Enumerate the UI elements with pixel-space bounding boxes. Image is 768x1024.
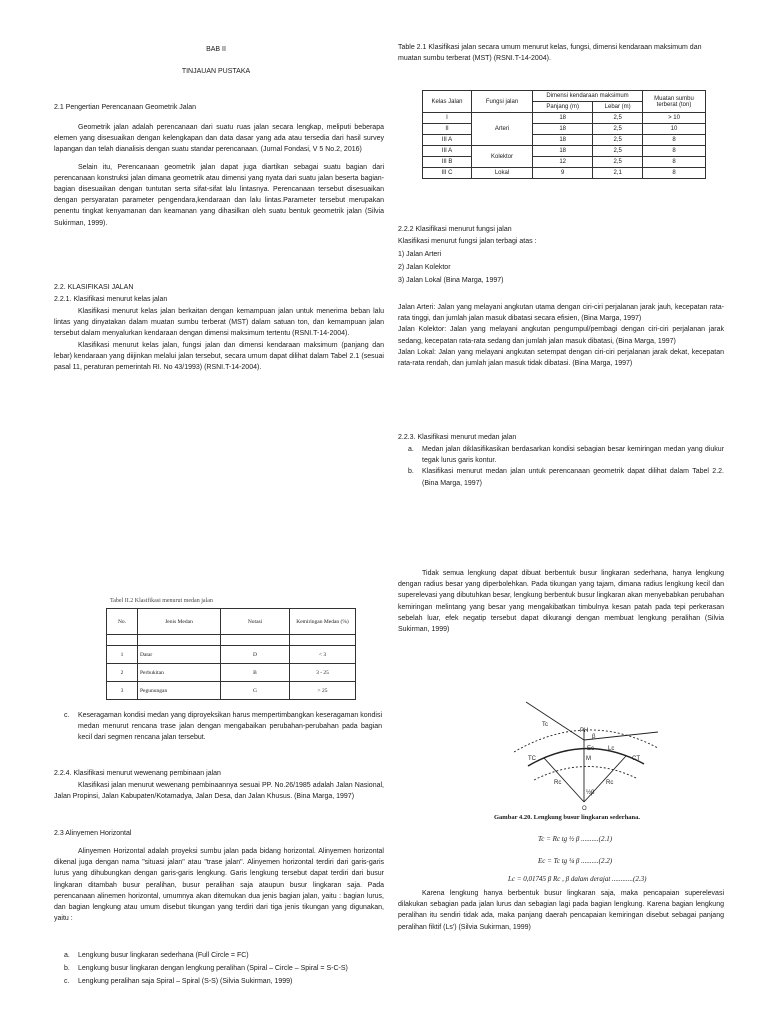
terrain-table [106,608,356,700]
table-cell: 2,5 [593,135,643,146]
circular-curve-figure [508,692,678,812]
chapter-title: TINJAUAN PUSTAKA [181,68,251,75]
table-cell: 8 [643,157,706,168]
table-row [423,168,706,179]
table-header: Muatan sumbu terberat (ton) [643,91,706,113]
list-item-text: Lengkung peralihan saja Spiral – Spiral (S-S) (Silvia Sukirman, 1999) [78,978,293,986]
page-bottom-left [46,592,386,1012]
table-header: Jenis Medan [138,609,221,635]
list-intro: Klasifikasi menurut fungsi jalan terbagi atas : [398,238,537,245]
list-item-text: Klasifikasi menurut medan jalan untuk perencanaan geometrik dapat dilihat dalam Tabel 2.2. (Bina Marga, 1997) [422,468,724,487]
list-item [64,963,382,974]
paragraph: Alinyemen Horizontal adalah proyeksi sumbu jalan pada bidang horizontal. Alinyemen horizontal dikenal juga dengan nama "situasi jalan" atau "trase jalan". Alinyemen horizontal terdiri dari garis-garis lurus yang dihubungkan dengan garis-garis lengkung. Garis lengkung tersebut dapat terdiri dari busur lingkaran ditambah busur peralihan, busur peralihan saja ataupun busur lingkaran saja. Pada perencanaan alinemen horizontal, umumnya akan ditemukan dua jenis bagian jalan, yaitu : bagian lurus, dan bagian lengkung atau umum disebut tikungan yang terdiri dari tiga jenis tikungan yang digunakan, yaitu : [54,848,384,923]
table-header: Dimensi kendaraan maksimum [533,91,643,102]
text-block [54,306,384,373]
list-item [408,466,724,488]
radius-line-left [544,758,584,802]
table-cell: III A [423,146,472,157]
label-rc-left: Rc [554,780,562,786]
table-cell: < 3 [290,646,356,664]
table-cell: III A [423,135,472,146]
table-cell: II [423,124,472,135]
equation-2-3: Lc = 0,01745 β Rc , β dalam derajat ............(2.3) [508,875,647,883]
table-cell: Lokal [472,168,533,179]
section-heading-2-2-4: 2.2.4. Klasifikasi menurut wewenang pembinaan jalan [54,770,221,777]
inner-edge-arc [534,766,636,780]
label-rc-right: Rc [606,780,614,786]
list-item-text: Keseragaman kondisi medan yang diproyeksikan harus mempertimbangkan keseragaman kondisi medan menurut rencana trase jalan dengan mengabaikan perubahan-perubahan pada bagian kecil dari segmen rencana jalan tersebut. [78,712,382,742]
table-row [423,157,706,168]
chapter-label: BAB II [206,46,226,53]
paragraph: Klasifikasi menurut kelas jalan berkaitan dengan kemampuan jalan untuk menerima beban lalu lintas yang dinyatakan dalam muatan sumbu terberat (MST) dalam satuan ton, dan kemampuan jalan tersebut dalam menyalurkan kendaraan dengan dimensi maksimum tertentu (RSNI.T-14-2004). [54,308,384,338]
table-row [423,135,706,146]
paragraph: Jalan Kolektor: Jalan yang melayani angkutan pengumpul/pembagi dengan ciri-ciri perjalanan jarak sedang, kecepatan rata-rata sedang dan jumlah jalan masuk dibatasi, (Bina Marga, 1997) [398,326,724,345]
paragraph: Geometrik jalan adalah perencanaan dari suatu ruas jalan secara lengkap, meliputi beberapa elemen yang disesuaikan dengan kelengkapan dan data dasar yang ada atau tersedia dari hasil survey lapangan dan telah dianalisis dengan suatu standar perencanaan. (Jurnal Fondasi, V 5 No.2, 2016) [54,124,384,154]
table-cell: 2,5 [593,124,643,135]
table-row [107,682,356,700]
table-cell: Pegunungan [138,682,221,700]
list-item [64,950,382,961]
table-row [423,146,706,157]
list-item-text: Lengkung busur lingkaran dengan lengkung peralihan (Spiral – Circle – Spiral = S-C-S) [78,965,348,973]
table-cell: 3 - 25 [290,664,356,682]
table-cell: 18 [533,124,593,135]
table-cell: 2,5 [593,113,643,124]
section-heading-2-2-3: 2.2.3. Klasifikasi menurut medan jalan [398,434,517,441]
list-marker: c. [64,978,70,986]
paragraph: Klasifikasi jalan menurut wewenang pembinaannya sesuai PP. No.26/1985 adalah Jalan Nasional, Jalan Propinsi, Jalan Kabupaten/Kotamadya, Jalan Desa, dan Jalan Khusus. (Bina Marga, 1997) [54,782,384,801]
table-cell: 3 [107,682,138,700]
label-lc: Lc [608,746,615,752]
table-header: Notasi [221,609,290,635]
table-cell: 8 [643,146,706,157]
label-o: O [582,806,587,812]
paragraph: Jalan Arteri: Jalan yang melayani angkutan utama dengan ciri-ciri perjalanan jarak jauh, kecepatan rata-rata tinggi, dan jumlah jalan masuk dibatasi secara efisien, (Bina Marga, 1997) [398,304,724,323]
table-cell: Perbukitan [138,664,221,682]
table-cell: Kolektor [472,146,533,168]
table-header: Kelas Jalan [423,91,472,113]
table-cell: III C [423,168,472,179]
paragraph: Karena lengkung hanya berbentuk busur lingkaran saja, maka pencapaian superelevasi dilakukan sebagian pada jalan lurus dan sebagian lagi pada bagian lengkung. Karena bagian lengkung peralihan itu sendiri tidak ada, maka panjang daerah pencapaian kemiringan disebut sebagai panjang peralihan fiktif (Ls') (Silvia Sukirman, 1999) [398,890,724,931]
table-header: No. [107,609,138,635]
list-item [64,710,382,744]
list-item-text: Lengkung busur lingkaran sederhana (Full Circle = FC) [78,952,249,959]
table-header: Lebar (m) [593,102,643,113]
table-caption: Table 2.1 Klasifikasi jalan secara umum menurut kelas, fungsi, dimensi kendaraan maksimum dan muatan sumbu terberat (MST) (RSNI.T-14-2004). [398,44,702,63]
list-marker: a. [64,952,70,959]
table-cell: 18 [533,135,593,146]
table-cell: Arteri [472,113,533,146]
section-heading-2-2-1: 2.2.1. Klasifikasi menurut kelas jalan [54,296,168,303]
table-cell: G [221,682,290,700]
road-class-table [422,90,706,179]
figure-caption: Gambar 4.20. Lengkung busur lingkaran sederhana. [494,814,641,821]
equation-2-2: Ec = Tc tg ¼ β ..........(2.2) [538,857,613,865]
text-block [54,122,384,234]
equation-2-1: Tc = Rc tg ½ β ..........(2.1) [538,835,613,843]
table-cell: 8 [643,168,706,179]
list-marker: c. [64,712,70,719]
section-heading-2-2: 2.2. KLASIFIKASI JALAN [54,284,134,291]
paragraph: Jalan Lokal: Jalan yang melayani angkutan setempat dengan ciri-ciri perjalanan jarak dekat, kecepatan rata-rata rendah, dan jumlah jalan masuk tidak dibatasi. (Bina Marga, 1997) [398,348,724,368]
list-item: 1) Jalan Arteri [398,251,442,258]
list-item: 2) Jalan Kolektor [398,264,451,271]
table-cell: 2,5 [593,157,643,168]
table-row [107,664,356,682]
paragraph: Klasifikasi menurut kelas jalan, fungsi jalan dan dimensi kendaraan maksimum (panjang dan lebar) kendaraan yang diijinkan melalui jalan tersebut, secara umum dapat dilihat dalam Tabel 2.1 (sesuai pasal 11, peraturan pemerintah RI. No 43/1993) (RSNI.T-14-2004). [54,341,384,372]
table-cell: 12 [533,157,593,168]
list-marker: b. [64,965,70,973]
paragraph: Selain itu, Perencanaan geometrik jalan dapat juga diartikan sebagai suatu bagian dari perencanaan konstruksi jalan dimana geometrik atau dimensi yang nyata dari suatu jalan beserta bagian-bagian disesuaikan dengan tuntutan serta sifat-sifat lalu lintasnya. Perencanaan tersebut disesuaikan dengan persyaratan parameter pengendara,kendaraan dan lalu lintas.Parameter tersebut merupakan penentu tingkat kenyamanan dan keamanan yang dihasilkan oleh suatu bentuk geometrik jalan (Silvia Sukirman, 1999). [54,163,384,227]
list-marker: b. [408,468,414,476]
list-item: 3) Jalan Lokal (Bina Marga, 1997) [398,277,504,284]
text-block [64,950,382,988]
table-header: Kemiringan Medan (%) [290,609,356,635]
table-header: Panjang (m) [533,102,593,113]
label-ct: CT [632,756,640,762]
section-heading-2-2-2: 2.2.2 Klasifikasi menurut fungsi jalan [398,226,512,233]
label-half-beta: ½β [586,790,595,796]
table-cell: 1 [107,646,138,664]
table-cell: 18 [533,146,593,157]
section-heading-2-1: 2.1 Pengertian Perencanaan Geometrik Jalan [54,104,197,111]
paragraph: Tidak semua lengkung dapat dibuat berbentuk busur lingkaran sederhana, hanya lengkung dengan radius besar yang diperbolehkan. Pada tikungan yang tajam, dimana radius lengkung kecil dan superelevasi yang dibutuhkan besar, lengkung berbentuk busur lingkaran akan menyebabkan perubahan kemiringan melintang yang besar yang mengakibatkan timbulnya kesan patah pada tepi perkerasan sebelah luar, efek negatip tersebut dapat dikurangi dengan membuat lengkung peralihan (Silvia Sukirman, 1999) [398,570,724,634]
table-row [423,124,706,135]
table-row [423,113,706,124]
section-heading-2-3: 2.3 Alinyemen Horizontal [54,830,132,837]
page-bottom-right [398,568,728,1018]
list-item-text: Medan jalan diklasifikasikan berdasarkan kondisi sebagian besar kemiringan medan yang diukur tegak lurus garis kontur. [422,446,724,465]
label-m: M [586,756,591,762]
table-cell: 2,5 [593,146,643,157]
table-cell: I [423,113,472,124]
page-top-left [46,40,386,410]
text-block [408,444,724,489]
table-row [107,646,356,664]
table-cell: 2 [107,664,138,682]
table-cell: Datar [138,646,221,664]
text-block [398,302,724,369]
table-header: Fungsi jalan [472,91,533,113]
page-top-right [398,40,728,500]
table-cell: 10 [643,124,706,135]
label-ph: PH [580,728,589,734]
table-cell: III B [423,157,472,168]
table-cell: > 25 [290,682,356,700]
list-item [408,444,724,466]
table-cell: 18 [533,113,593,124]
table-cell: 9 [533,168,593,179]
table-cell: > 10 [643,113,706,124]
table-cell: 2,1 [593,168,643,179]
label-beta: β [592,734,596,740]
list-item [64,976,382,987]
table-cell: D [221,646,290,664]
label-tc-side: Tc [542,722,548,728]
list-marker: a. [408,446,414,453]
table-cell: 8 [643,135,706,146]
table-caption: Tabel II.2 Klasifikasi menurut medan jalan [110,598,213,604]
table-cell: B [221,664,290,682]
label-ec: Ec [587,746,595,752]
label-tc: TC [528,756,536,762]
text-block [64,710,382,744]
